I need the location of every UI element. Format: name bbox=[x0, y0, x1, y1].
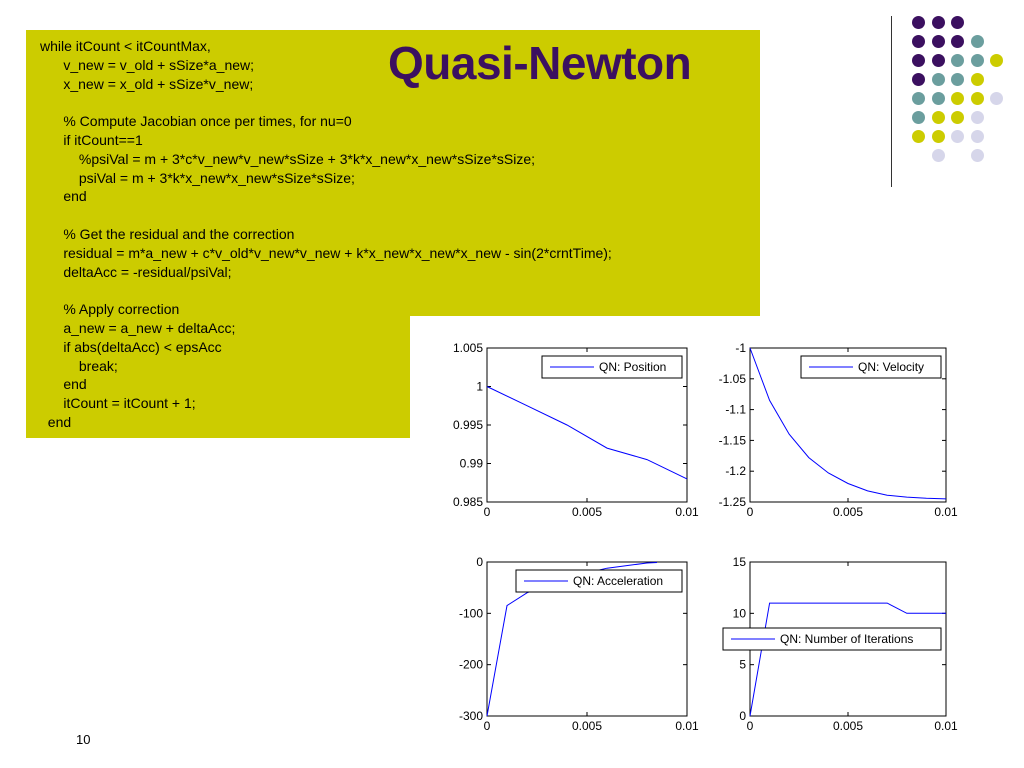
decor-dot bbox=[932, 111, 945, 124]
decor-dot bbox=[912, 73, 925, 86]
legend-label: QN: Acceleration bbox=[573, 574, 664, 588]
y-tick-label: -1.25 bbox=[718, 495, 746, 509]
x-tick-label: 0.005 bbox=[832, 719, 864, 733]
decor-dot bbox=[932, 73, 945, 86]
code-line: if itCount==1 bbox=[40, 131, 143, 148]
y-tick-label: -1.15 bbox=[718, 433, 746, 448]
code-line: residual = m*a_new + c*v_old*v_new*v_new + k*x_new*x_new*x_new - sin(2*crntTime); bbox=[40, 244, 612, 261]
decor-dot bbox=[951, 54, 964, 67]
y-tick-label: -1.1 bbox=[725, 402, 746, 417]
decor-dot bbox=[912, 16, 925, 29]
decor-divider bbox=[891, 16, 892, 187]
decor-dot bbox=[951, 92, 964, 105]
y-tick-label: -1.2 bbox=[725, 464, 746, 479]
y-tick-label: 5 bbox=[739, 657, 746, 672]
x-tick-label: 0.005 bbox=[832, 505, 864, 519]
code-line: v_new = v_old + sSize*a_new; bbox=[40, 56, 255, 73]
decor-dot bbox=[971, 92, 984, 105]
decor-dot bbox=[971, 54, 984, 67]
code-line bbox=[40, 93, 612, 112]
decor-dot bbox=[971, 149, 984, 162]
decor-dot bbox=[951, 130, 964, 143]
decor-dot bbox=[912, 111, 925, 124]
decor-dot bbox=[932, 54, 945, 67]
x-tick-label: 0.01 bbox=[934, 505, 958, 519]
code-line bbox=[40, 281, 612, 300]
decor-dot bbox=[932, 92, 945, 105]
y-tick-label: 0.995 bbox=[452, 418, 483, 432]
code-line: x_new = x_old + sSize*v_new; bbox=[40, 75, 254, 92]
chart-3 bbox=[459, 555, 699, 733]
x-tick-label: 0.01 bbox=[675, 505, 699, 519]
x-tick-label: 0.005 bbox=[571, 505, 603, 519]
decor-dot bbox=[951, 111, 964, 124]
code-line: end bbox=[40, 413, 72, 430]
code-line: a_new = a_new + deltaAcc; bbox=[40, 319, 236, 336]
y-tick-label: -100 bbox=[458, 606, 483, 621]
chart-2 bbox=[719, 341, 958, 519]
code-line: if abs(deltaAcc) < epsAcc bbox=[40, 338, 222, 355]
code-line: % Compute Jacobian once per times, for nu=0 bbox=[40, 113, 352, 130]
x-tick-label: 0.01 bbox=[675, 719, 699, 733]
y-tick-label: -1.05 bbox=[718, 371, 746, 386]
decor-dot bbox=[971, 111, 984, 124]
code-line: while itCount < itCountMax, bbox=[40, 38, 211, 54]
x-tick-label: 0 bbox=[746, 505, 754, 519]
chart-1 bbox=[453, 341, 699, 519]
decor-dot bbox=[912, 35, 925, 48]
code-line: % Apply correction bbox=[40, 301, 180, 318]
decor-dot bbox=[971, 73, 984, 86]
legend-label: QN: Velocity bbox=[858, 360, 925, 374]
x-tick-label: 0 bbox=[483, 719, 491, 733]
y-tick-label: -300 bbox=[458, 709, 483, 723]
decor-dot bbox=[932, 35, 945, 48]
y-tick-label: 10 bbox=[732, 606, 746, 621]
y-tick-label: 0.985 bbox=[452, 495, 483, 509]
x-tick-label: 0.01 bbox=[934, 719, 958, 733]
decor-dot bbox=[951, 16, 964, 29]
code-line bbox=[40, 206, 612, 225]
y-tick-label: 0 bbox=[739, 709, 746, 723]
page-number: 10 bbox=[76, 732, 91, 747]
code-line: psiVal = m + 3*k*x_new*x_new*sSize*sSize; bbox=[40, 169, 355, 186]
code-line: itCount = itCount + 1; bbox=[40, 395, 196, 412]
decor-dot bbox=[951, 35, 964, 48]
y-tick-label: -200 bbox=[458, 657, 483, 672]
x-tick-label: 0.005 bbox=[571, 719, 603, 733]
slide-title: Quasi-Newton bbox=[388, 37, 692, 89]
decor-dot bbox=[932, 16, 945, 29]
legend-label: QN: Number of Iterations bbox=[780, 632, 914, 646]
decor-dot bbox=[912, 130, 925, 143]
decor-dot bbox=[932, 130, 945, 143]
charts-figure bbox=[410, 316, 1024, 768]
y-tick-label: 15 bbox=[732, 555, 746, 569]
decor-dot bbox=[912, 92, 925, 105]
code-line: %psiVal = m + 3*c*v_new*v_new*sSize + 3*k*x_new*x_new*sSize*sSize; bbox=[40, 150, 536, 167]
decor-dot bbox=[990, 92, 1003, 105]
decor-dot bbox=[971, 130, 984, 143]
y-tick-label: 0 bbox=[476, 555, 483, 569]
decor-dot bbox=[971, 35, 984, 48]
code-line: end bbox=[40, 376, 87, 393]
decor-dot bbox=[990, 54, 1003, 67]
x-tick-label: 0 bbox=[746, 719, 754, 733]
code-line: % Get the residual and the correction bbox=[40, 225, 295, 242]
y-tick-label: -1 bbox=[735, 341, 746, 355]
legend-label: QN: Position bbox=[599, 360, 667, 374]
code-line: deltaAcc = -residual/psiVal; bbox=[40, 263, 232, 280]
decor-dot bbox=[932, 149, 945, 162]
code-line: end bbox=[40, 188, 87, 205]
y-tick-label: 1.005 bbox=[452, 341, 483, 355]
code-line: break; bbox=[40, 357, 118, 374]
x-tick-label: 0 bbox=[483, 505, 491, 519]
y-tick-label: 0.99 bbox=[459, 456, 483, 471]
decor-dot bbox=[912, 54, 925, 67]
decor-dot bbox=[951, 73, 964, 86]
y-tick-label: 1 bbox=[476, 379, 483, 394]
chart-4 bbox=[723, 555, 958, 733]
